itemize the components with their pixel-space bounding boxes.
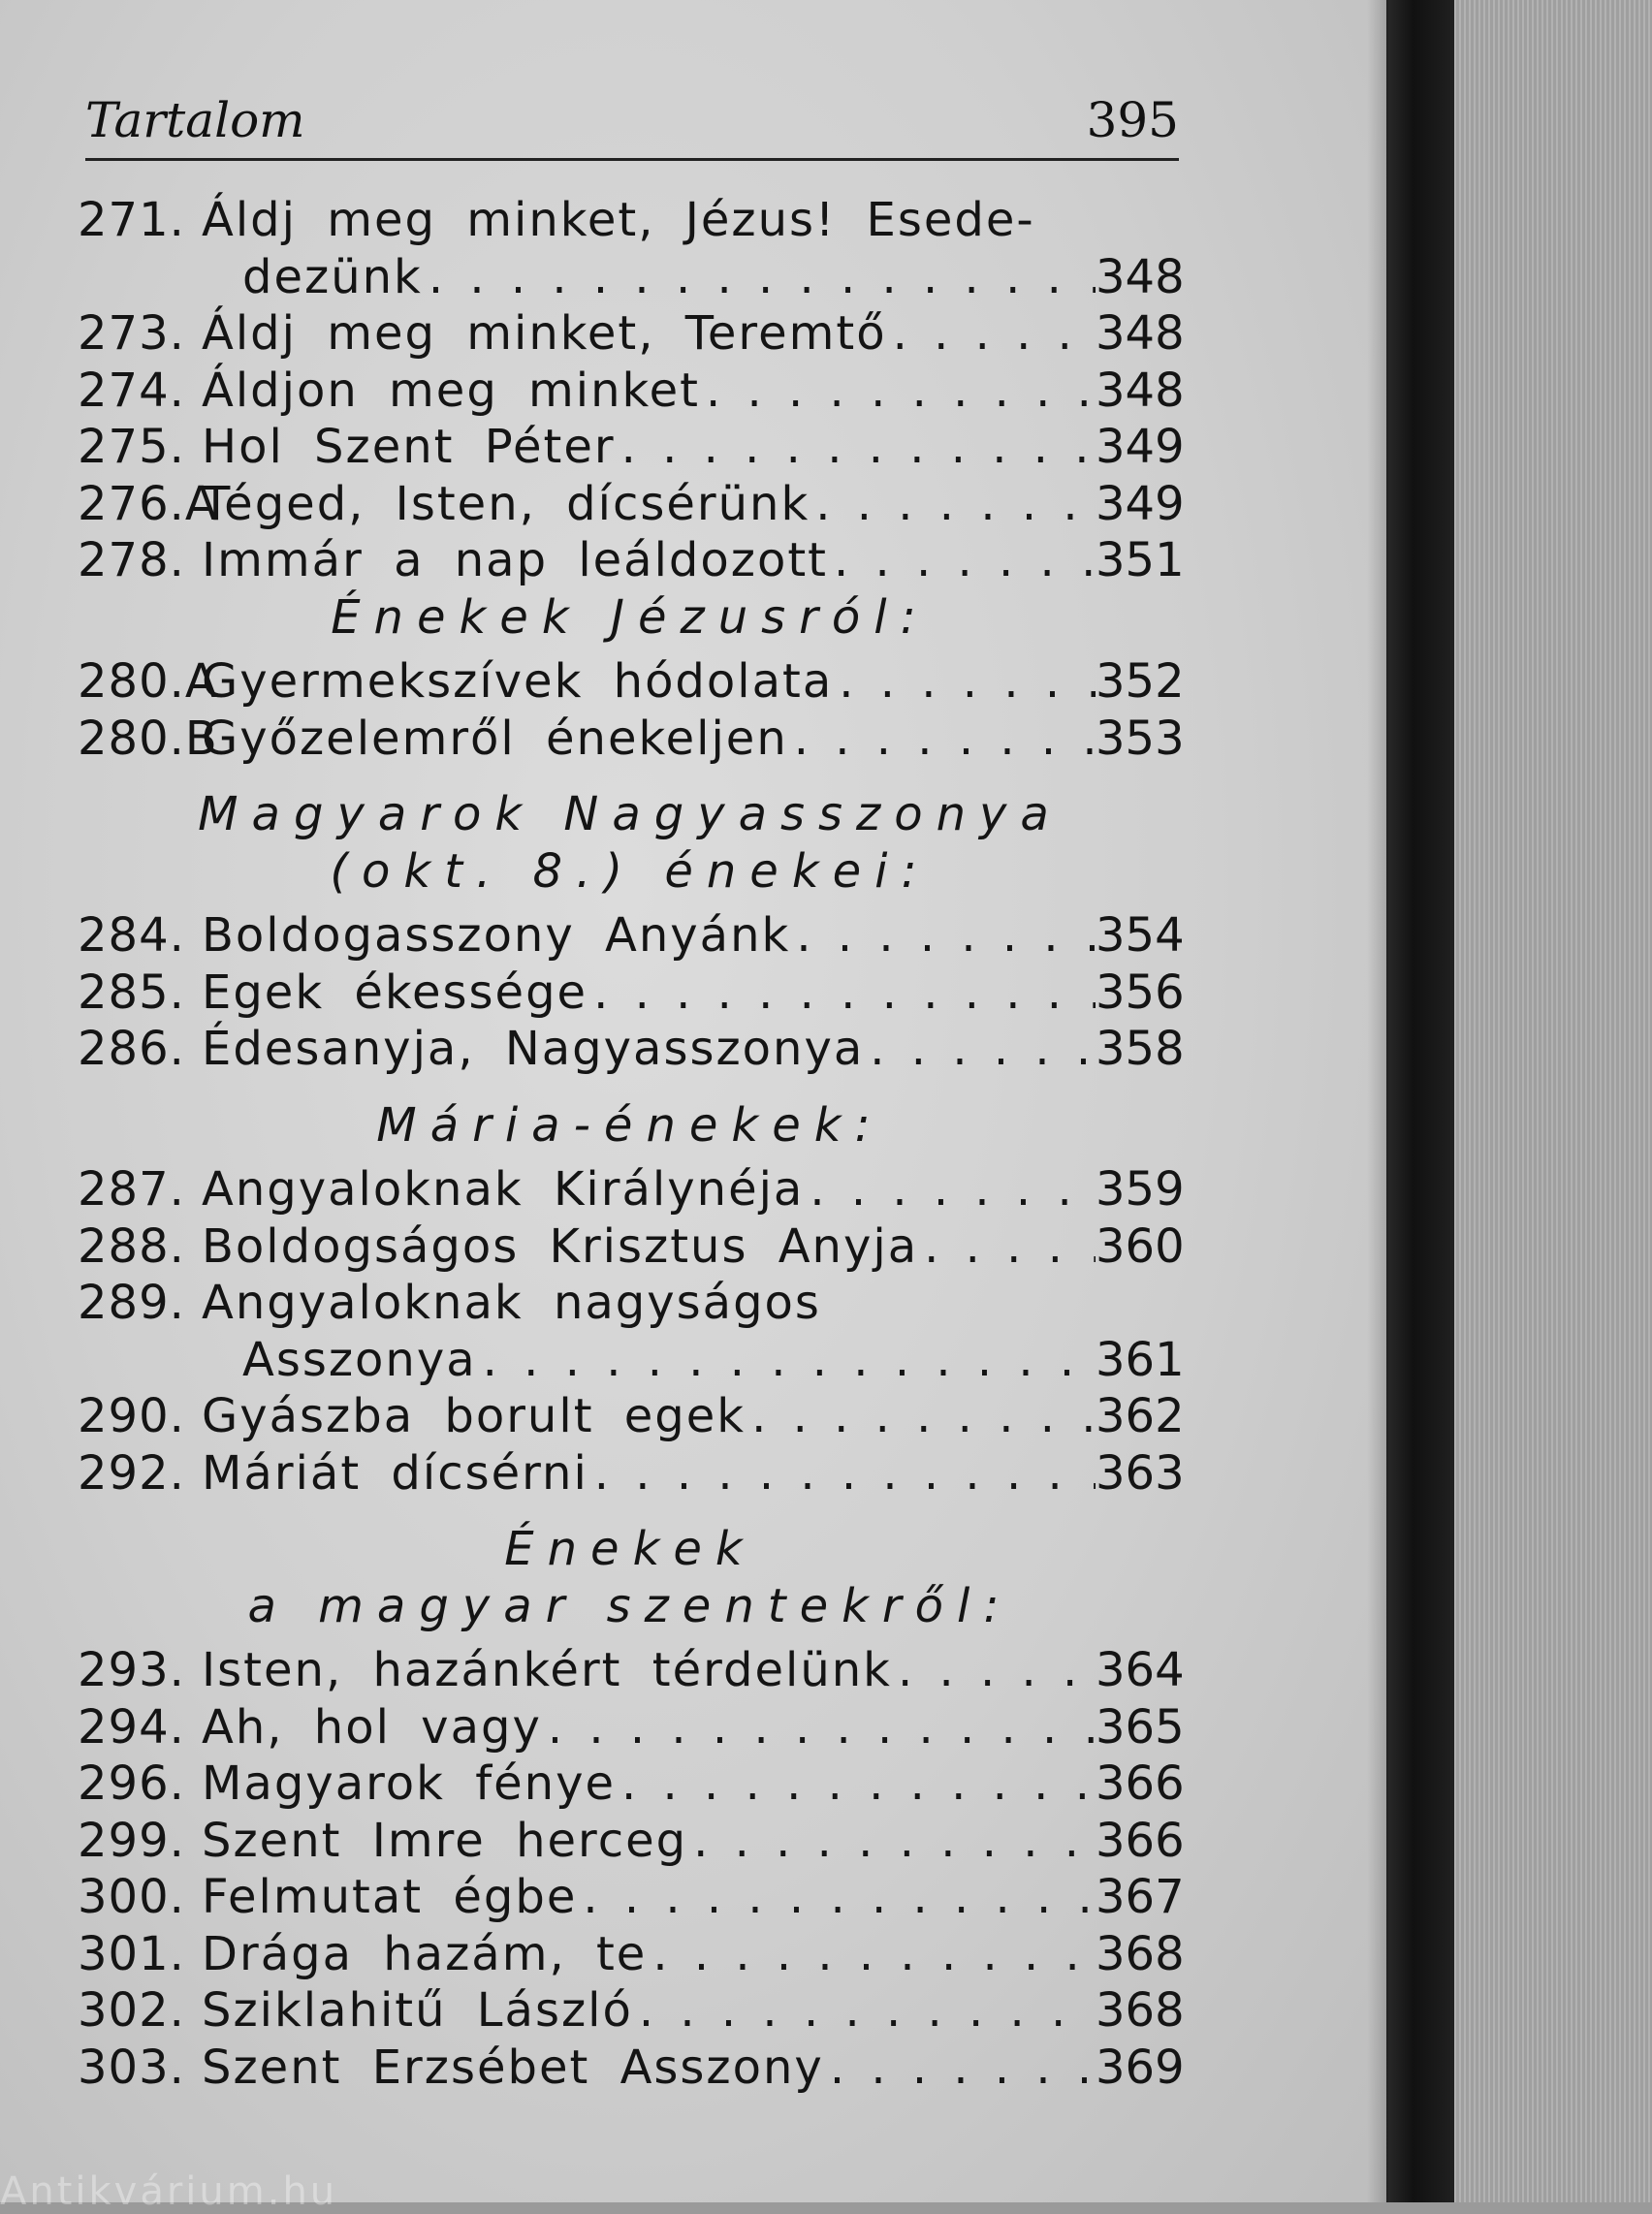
entry-title: Sziklahitű László	[202, 1983, 633, 2038]
entry-title: Édesanyja, Nagyasszonya	[202, 1022, 865, 1076]
entry-title: Boldogasszony Anyánk	[202, 908, 791, 963]
entry-title: Szent Erzsébet Asszony	[202, 2040, 824, 2095]
toc-entry	[78, 1813, 1183, 1870]
entry-number: 293.	[78, 1643, 185, 1697]
entry-title: Áldj meg minket, Teremtő	[202, 306, 887, 361]
dot-leader	[804, 1161, 1096, 1218]
entry-page: 368	[1096, 1983, 1185, 2038]
entry-number: 278.	[78, 533, 185, 587]
toc-entry	[78, 965, 1183, 1022]
entry-number: 285.	[78, 965, 185, 1020]
toc-entry	[78, 1869, 1183, 1926]
entry-number: 302.	[78, 1983, 185, 2038]
toc-entry	[78, 1218, 1183, 1276]
entry-title: dezünk	[242, 249, 423, 304]
toc-entry	[78, 305, 1183, 363]
dot-leader	[647, 1926, 1096, 1983]
entry-number: 289.	[78, 1276, 185, 1330]
section-heading: Énekek Jézusról:	[331, 589, 930, 645]
dot-leader	[633, 1982, 1096, 2040]
dot-leader	[423, 249, 1096, 306]
book-spine	[1386, 0, 1454, 2202]
entry-number: 274.	[78, 363, 185, 418]
dot-leader	[833, 653, 1096, 711]
table-of-contents	[78, 192, 1183, 2096]
header-rule	[85, 158, 1179, 161]
entry-page: 354	[1096, 908, 1185, 963]
toc-entry	[78, 1926, 1183, 1983]
entry-number: 280.B	[78, 711, 218, 766]
dot-leader	[746, 1388, 1096, 1445]
entry-number: 284.	[78, 908, 185, 963]
entry-page: 364	[1096, 1643, 1185, 1697]
entry-number: 292.	[78, 1445, 185, 1501]
entry-page: 358	[1096, 1022, 1185, 1076]
toc-entry	[78, 1982, 1183, 2040]
dot-leader	[577, 1869, 1096, 1926]
entry-page: 356	[1096, 965, 1185, 1020]
section-heading: Énekek	[504, 1522, 756, 1576]
toc-entry	[78, 1161, 1183, 1218]
toc-entry	[78, 476, 1183, 533]
toc-entry	[78, 363, 1183, 420]
entry-page: 359	[1096, 1162, 1185, 1217]
page-edge-shadow	[1367, 0, 1388, 2202]
entry-page: 363	[1096, 1445, 1185, 1501]
toc-entry	[78, 1755, 1183, 1813]
entry-number: 300.	[78, 1870, 185, 1924]
entry-title: Áldj meg minket, Jézus! Esede-	[202, 193, 1035, 247]
entry-title: Egek ékessége	[202, 965, 588, 1020]
background-cloth	[1445, 0, 1652, 2202]
toc-entry	[78, 907, 1183, 965]
dot-leader	[687, 1813, 1096, 1870]
entry-page: 366	[1096, 1813, 1185, 1868]
entry-page: 349	[1096, 420, 1185, 474]
entry-title: Hol Szent Péter	[202, 420, 616, 474]
entry-page: 353	[1096, 711, 1185, 766]
entry-number: 287.	[78, 1162, 185, 1217]
entry-number: 303.	[78, 2040, 185, 2095]
dot-leader	[864, 1021, 1096, 1078]
toc-entry	[78, 192, 1183, 249]
entry-page: 349	[1096, 476, 1185, 531]
toc-entry	[78, 1445, 1183, 1502]
dot-leader	[542, 1699, 1096, 1756]
entry-title: Gyászba borult egek	[202, 1389, 747, 1443]
entry-page: 348	[1096, 306, 1185, 361]
entry-title: Immár a nap leáldozott	[202, 533, 828, 587]
entry-number: 280.A	[78, 654, 218, 709]
entry-title: Magyarok fénye	[202, 1756, 617, 1811]
toc-entry	[78, 1642, 1183, 1699]
entry-number: 296.	[78, 1756, 185, 1811]
entry-title: Angyaloknak nagyságos	[202, 1276, 821, 1330]
watermark: Antikvárium.hu	[0, 2169, 338, 2214]
dot-leader	[616, 1755, 1096, 1813]
toc-entry	[78, 2040, 1183, 2097]
section-heading-continued: a magyar szentekről:	[247, 1578, 1013, 1633]
toc-entry	[78, 249, 1183, 306]
entry-page: 368	[1096, 1926, 1185, 1981]
toc-entry	[78, 1275, 1183, 1332]
dot-leader	[790, 907, 1096, 965]
entry-number: 273.	[78, 306, 185, 361]
entry-number: 301.	[78, 1926, 185, 1981]
entry-title: Boldogságos Krisztus Anyja	[202, 1218, 919, 1274]
entry-page: 366	[1096, 1756, 1185, 1811]
entry-number: 271.	[78, 193, 185, 247]
dot-leader	[828, 532, 1096, 589]
entry-page: 369	[1096, 2040, 1185, 2095]
section-heading-continued: (okt. 8.) énekei:	[330, 843, 931, 899]
dot-leader	[477, 1332, 1096, 1389]
toc-entry	[78, 1332, 1183, 1389]
dot-leader	[887, 305, 1096, 363]
dot-leader	[588, 965, 1096, 1022]
entry-title: Drága hazám, te	[202, 1926, 648, 1981]
dot-leader	[616, 419, 1096, 476]
entry-title: Szent Imre herceg	[202, 1813, 688, 1868]
entry-page: 361	[1096, 1332, 1185, 1387]
toc-entry	[78, 1699, 1183, 1756]
section-heading: Mária-énekek:	[376, 1097, 884, 1153]
section-heading: Magyarok Nagyasszonya	[198, 787, 1063, 841]
dot-leader	[788, 711, 1096, 768]
entry-number: 275.	[78, 420, 185, 474]
dot-leader	[918, 1218, 1096, 1276]
toc-entry	[78, 1021, 1183, 1078]
entry-number: 288.	[78, 1218, 185, 1274]
toc-entry	[78, 711, 1183, 768]
dot-leader	[588, 1445, 1096, 1502]
entry-page: 351	[1096, 533, 1185, 587]
entry-page: 348	[1096, 363, 1185, 418]
dot-leader	[892, 1642, 1096, 1699]
entry-number: 299.	[78, 1813, 185, 1868]
toc-entry	[78, 419, 1183, 476]
running-title: Tartalom	[85, 92, 305, 148]
entry-page: 348	[1096, 249, 1185, 304]
entry-page: 352	[1096, 654, 1185, 709]
entry-number: 286.	[78, 1022, 185, 1076]
page-header	[85, 92, 1179, 160]
entry-page: 365	[1096, 1699, 1185, 1755]
dot-leader	[824, 2040, 1096, 2097]
entry-number: 290.	[78, 1389, 185, 1443]
page-number: 395	[1086, 92, 1179, 148]
dot-leader	[810, 476, 1096, 533]
entry-title: Máriát dícsérni	[202, 1445, 588, 1501]
entry-title: Téged, Isten, dícsérünk	[202, 476, 810, 531]
entry-number: 276.A	[78, 476, 218, 531]
entry-title: Felmutat égbe	[202, 1870, 578, 1924]
dot-leader	[700, 363, 1096, 420]
entry-page: 367	[1096, 1870, 1185, 1924]
entry-title: Isten, hazánkért térdelünk	[202, 1643, 892, 1697]
entry-title: Gyermekszívek hódolata	[202, 654, 834, 709]
entry-number: 294.	[78, 1699, 185, 1755]
entry-page: 360	[1096, 1218, 1185, 1274]
entry-title: Angyaloknak Királynéja	[202, 1162, 805, 1217]
entry-title: Asszonya	[242, 1332, 477, 1387]
entry-page: 362	[1096, 1389, 1185, 1443]
toc-entry	[78, 1388, 1183, 1445]
entry-title: Áldjon meg minket	[202, 363, 700, 418]
entry-title: Győzelemről énekeljen	[202, 711, 788, 766]
toc-entry	[78, 532, 1183, 589]
toc-entry	[78, 653, 1183, 711]
entry-title: Ah, hol vagy	[202, 1699, 542, 1755]
